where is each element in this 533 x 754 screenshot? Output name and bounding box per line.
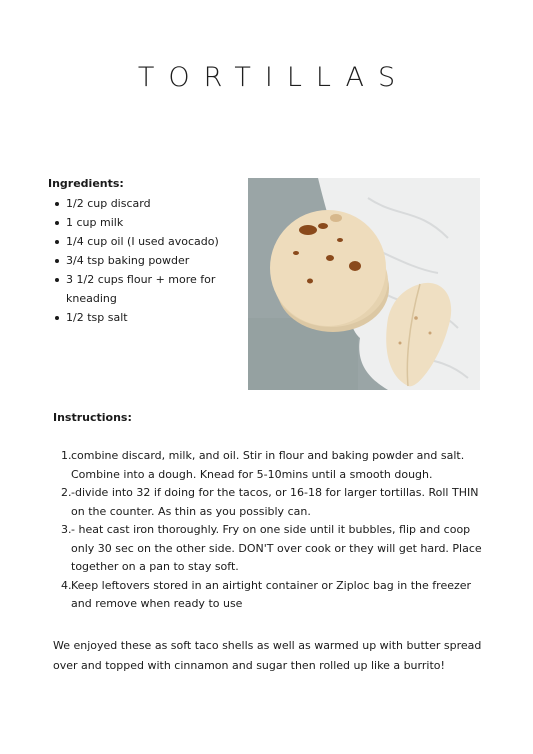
tortilla-photo-illustration <box>248 178 480 390</box>
closing-note: We enjoyed these as soft taco shells as well as warmed up with butter spread over and topped with cinnamon and sugar then rolled up like a burrito! <box>53 639 482 672</box>
instruction-step <box>53 577 485 614</box>
ingredients-heading: Ingredients: <box>48 177 124 190</box>
list-item: 3 1/2 cups flour + more for kneading <box>54 270 228 308</box>
list-item: 3/4 tsp baking powder <box>54 251 228 270</box>
step-number: 4. <box>61 578 72 592</box>
instruction-step <box>53 484 485 521</box>
step-text: - heat cast iron thoroughly. Fry on one side until it bubbles, flip and coop only 30 sec on the other side. DON'T over cook or they will get hard. Place together on a pan to stay soft. <box>71 523 482 573</box>
list-item: 1/2 cup discard <box>54 194 228 213</box>
list-item: 1/2 tsp salt <box>54 308 228 327</box>
ingredients-section <box>48 174 228 327</box>
ingredients-list <box>48 194 228 327</box>
instructions-list <box>53 447 485 614</box>
instruction-step <box>53 521 485 577</box>
tortilla-stack-photo <box>248 178 480 390</box>
page-title: TORTILLAS <box>137 62 410 93</box>
step-text: combine discard, milk, and oil. Stir in flour and baking powder and salt. Combine into a dough. Knead for 5-10mins until a smooth dough. <box>71 449 465 481</box>
list-item: 1/4 cup oil (I used avocado) <box>54 232 228 251</box>
step-number: 3. <box>61 523 72 536</box>
step-number: 2. <box>61 486 72 499</box>
instruction-step <box>53 447 485 484</box>
step-number: 1. <box>61 449 72 462</box>
list-item: 1 cup milk <box>54 213 228 232</box>
instructions-heading: Instructions: <box>53 411 132 424</box>
step-text: -divide into 32 if doing for the tacos, or 16-18 for larger tortillas. Roll THIN on the counter. As thin as you possibly can. <box>71 486 479 518</box>
step-text: Keep leftovers stored in an airtight container or Ziploc bag in the freezer and remove when ready to use <box>71 578 472 610</box>
